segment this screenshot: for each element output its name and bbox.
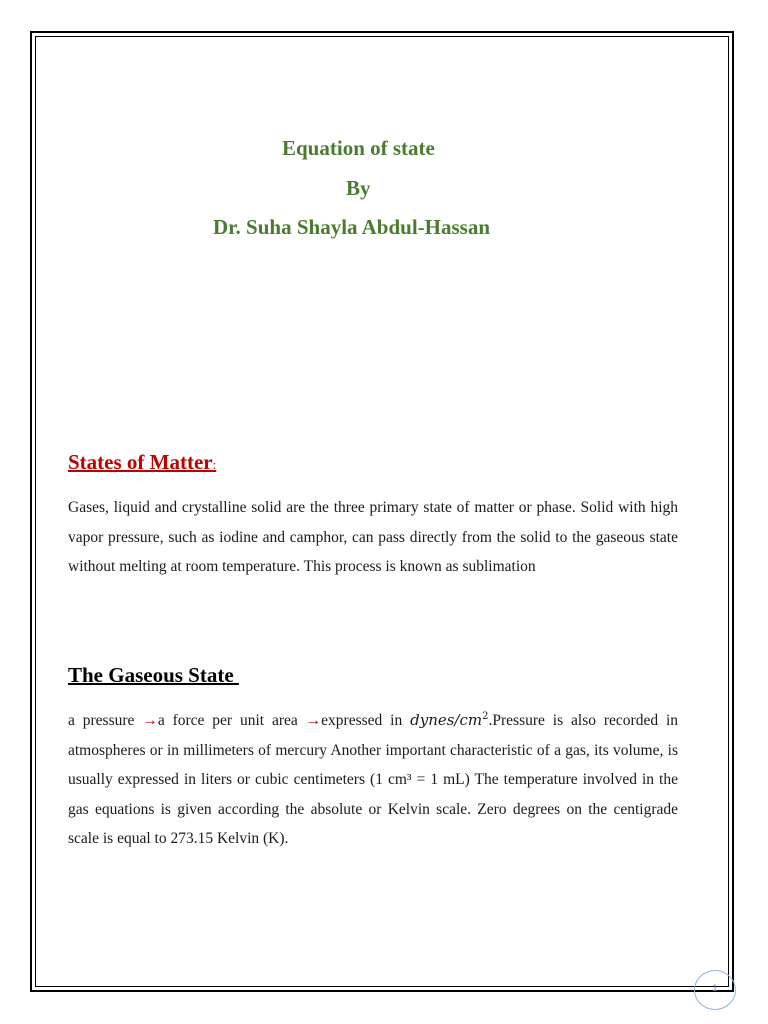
gas-text-1: a pressure: [68, 712, 143, 729]
author-name: Dr. Suha Shayla Abdul-Hassan: [213, 215, 491, 239]
gaseous-state-heading: The Gaseous State: [68, 663, 239, 687]
unit-exponent: 2: [482, 711, 489, 722]
pressure-unit: [410, 711, 488, 729]
document-title: Equation of state: [282, 136, 435, 160]
arrow-icon: →: [142, 712, 158, 729]
gas-text-4: .Pressure is also recorded in atmospheres or in millimeters of mercury Another important characteristic of a gas, its volume, is usually expressed in liters or cubic centimeters (1 cm³ = 1 mL) The temperature involved in the gas equations is given according the absolute or Kelvin scale. Zero degrees on the centigrade scale is equal to 273.15 Kelvin (K).: [68, 712, 679, 847]
gas-text-3: expressed in: [321, 712, 411, 729]
states-heading-text: States of Matter: [68, 450, 213, 474]
states-heading-colon: :: [212, 457, 217, 472]
gaseous-state-paragraph: [68, 702, 678, 854]
title-by: By: [346, 176, 371, 200]
gas-text-2: a force per unit area: [157, 712, 306, 729]
arrow-icon: →: [305, 712, 322, 729]
states-of-matter-paragraph: Gases, liquid and crystalline solid are the three primary state of matter or phase. Solid with high vapor pressure, such as iodine and camphor, can pass directly from the solid to the gaseous state without melting at room temperature. This process is known as sublimation: [68, 499, 678, 575]
states-of-matter-heading: [68, 450, 216, 475]
page-number-badge: [694, 970, 736, 1010]
page-number: 1: [712, 983, 718, 993]
unit-text: dynes/cm: [410, 711, 483, 729]
